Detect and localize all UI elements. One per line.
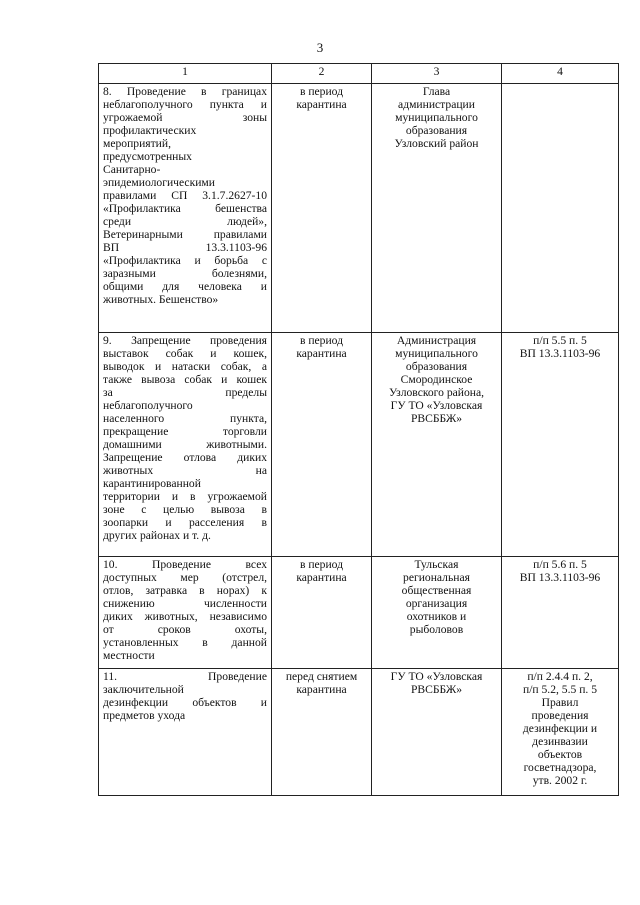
basis-cell [502,333,619,557]
cell-text-line: 11. Проведение [103,670,267,683]
measure-cell [99,84,272,333]
cell-text-line: карантина [296,571,347,584]
cell-text-line: ГУ ТО «Узловская [390,670,483,683]
responsible-cell [372,557,502,669]
cell-text-line: объектов [537,748,583,761]
cell-text-line: Ветеринарными правилами [103,228,267,241]
measures-table [98,63,619,796]
cell-text-line: региональная [403,571,470,584]
cell-text-line: 9. Запрещение проведения [103,334,267,347]
measure-cell [99,333,272,557]
cell-text-line: утв. 2002 г. [532,774,588,787]
cell-text-line: правилами СП 3.1.7.2627-10 [103,189,267,202]
cell-text-line: п/п 5.2, 5.5 п. 5 [522,683,597,696]
period-cell [272,669,372,796]
measure-cell [99,557,272,669]
cell-text-line: Узловский район [394,137,479,150]
cell-text-line: выводок и натаски собак, а [103,360,267,373]
cell-text-line: эпидемиологическими [103,176,215,189]
column-header: 4 [502,64,619,84]
cell-text-line: заразными болезнями, [103,267,267,280]
cell-text-line: дезинвазии [532,735,588,748]
cell-text-line: предметов ухода [103,709,186,722]
responsible-cell [372,333,502,557]
table-row [99,333,619,557]
table-row [99,84,619,333]
cell-text-line: проведения [531,709,589,722]
cell-text-line: Тульская [414,558,459,571]
column-header: 1 [99,64,272,84]
cell-text-line: карантинированной [103,477,201,490]
cell-text-line: доступных мер (отстрел, [103,571,267,584]
cell-text-line: ВП 13.3.1103-96 [519,571,601,584]
cell-text-line: снижению численности [103,597,267,610]
cell-text-line: животных. Бешенство» [103,293,219,306]
table-header-row [99,64,619,84]
cell-text-line: карантина [296,683,347,696]
cell-text-line: домашними животными. [103,438,267,451]
period-cell [272,333,372,557]
cell-text-line: мероприятий, [103,137,171,150]
cell-text-line: Узловского района, [388,386,485,399]
cell-text-line: ВП 13.3.1103-96 [519,347,601,360]
cell-text-line: РВСББЖ» [410,412,463,425]
cell-text-line: от сроков охоты, [103,623,267,636]
measure-cell [99,669,272,796]
cell-text-line: ГУ ТО «Узловская [390,399,483,412]
cell-text-line: 10. Проведение всех [103,558,267,571]
cell-text-line: дезинфекции и [522,722,598,735]
cell-text-line: 8. Проведение в границах [103,85,267,98]
cell-text-line: образования [405,360,468,373]
cell-text-line: общественная [401,584,472,597]
cell-text-line: «Профилактика бешенства [103,202,267,215]
table-row [99,557,619,669]
page-number: 3 [316,40,324,55]
basis-cell [502,557,619,669]
cell-text-line: дезинфекции объектов и [103,696,267,709]
cell-text-line: Смородинское [400,373,473,386]
responsible-cell [372,84,502,333]
cell-text-line: муниципального [395,111,478,124]
basis-cell [502,84,619,333]
cell-text-line: территории и в угрожаемой [103,490,267,503]
cell-text-line: администрации [398,98,475,111]
cell-text-line: п/п 5.6 п. 5 [533,558,587,571]
cell-text-line: п/п 2.4.4 п. 2, [527,670,593,683]
column-header: 2 [272,64,372,84]
cell-text-line: госветнадзора, [523,761,597,774]
cell-text-line: Глава [422,85,451,98]
cell-text-line: рыболовов [409,623,464,636]
responsible-cell [372,669,502,796]
cell-text-line: неблагополучного [103,399,193,412]
cell-text-line: зоопарки и расселения в [103,516,267,529]
cell-text-line: прекращение торговли [103,425,267,438]
cell-text-line: предусмотренных [103,150,192,163]
cell-text-line: карантина [296,98,347,111]
column-header: 3 [372,64,502,84]
cell-text-line: заключительной [103,683,184,696]
cell-text-line: в период [299,85,344,98]
cell-text-line: общими для человека и [103,280,267,293]
cell-text-line: п/п 5.5 п. 5 [533,334,587,347]
cell-text-line: угрожаемой зоны [103,111,267,124]
cell-text-line: РВСББЖ» [410,683,463,696]
cell-text-line: других районах и т. д. [103,529,211,542]
cell-text-line: карантина [296,347,347,360]
cell-text-line: образования [405,124,468,137]
cell-text-line: организация [405,597,468,610]
cell-text-line: среди людей», [103,215,267,228]
cell-text-line: Правил [541,696,579,709]
cell-text-line: зоне с целью вывоза в [103,503,267,516]
cell-text-line: животных на [103,464,267,477]
cell-text-line: Запрещение отлова диких [103,451,267,464]
cell-text-line: за пределы [103,386,267,399]
cell-text-line: в период [299,334,344,347]
cell-text-line: муниципального [395,347,478,360]
cell-text-line: населенного пункта, [103,412,267,425]
cell-text-line: Администрация [396,334,477,347]
cell-text-line: в период [299,558,344,571]
period-cell [272,557,372,669]
cell-text-line: «Профилактика и борьба с [103,254,267,267]
cell-text-line: профилактических [103,124,197,137]
period-cell [272,84,372,333]
cell-text-line: выставок собак и кошек, [103,347,267,360]
cell-text-line: неблагополучного пункта и [103,98,267,111]
cell-text-line: ВП 13.3.1103-96 [103,241,267,254]
cell-text-line: местности [103,649,155,662]
cell-text-line: установленных в данной [103,636,267,649]
table-row [99,669,619,796]
cell-text-line: Санитарно- [103,163,161,176]
cell-text-line: диких животных, независимо [103,610,267,623]
basis-cell [502,669,619,796]
cell-text-line: также вывоза собак и кошек [103,373,267,386]
cell-text-line: охотников и [406,610,467,623]
cell-text-line: перед снятием [285,670,358,683]
cell-text-line: отлов, затравка в норах) к [103,584,267,597]
